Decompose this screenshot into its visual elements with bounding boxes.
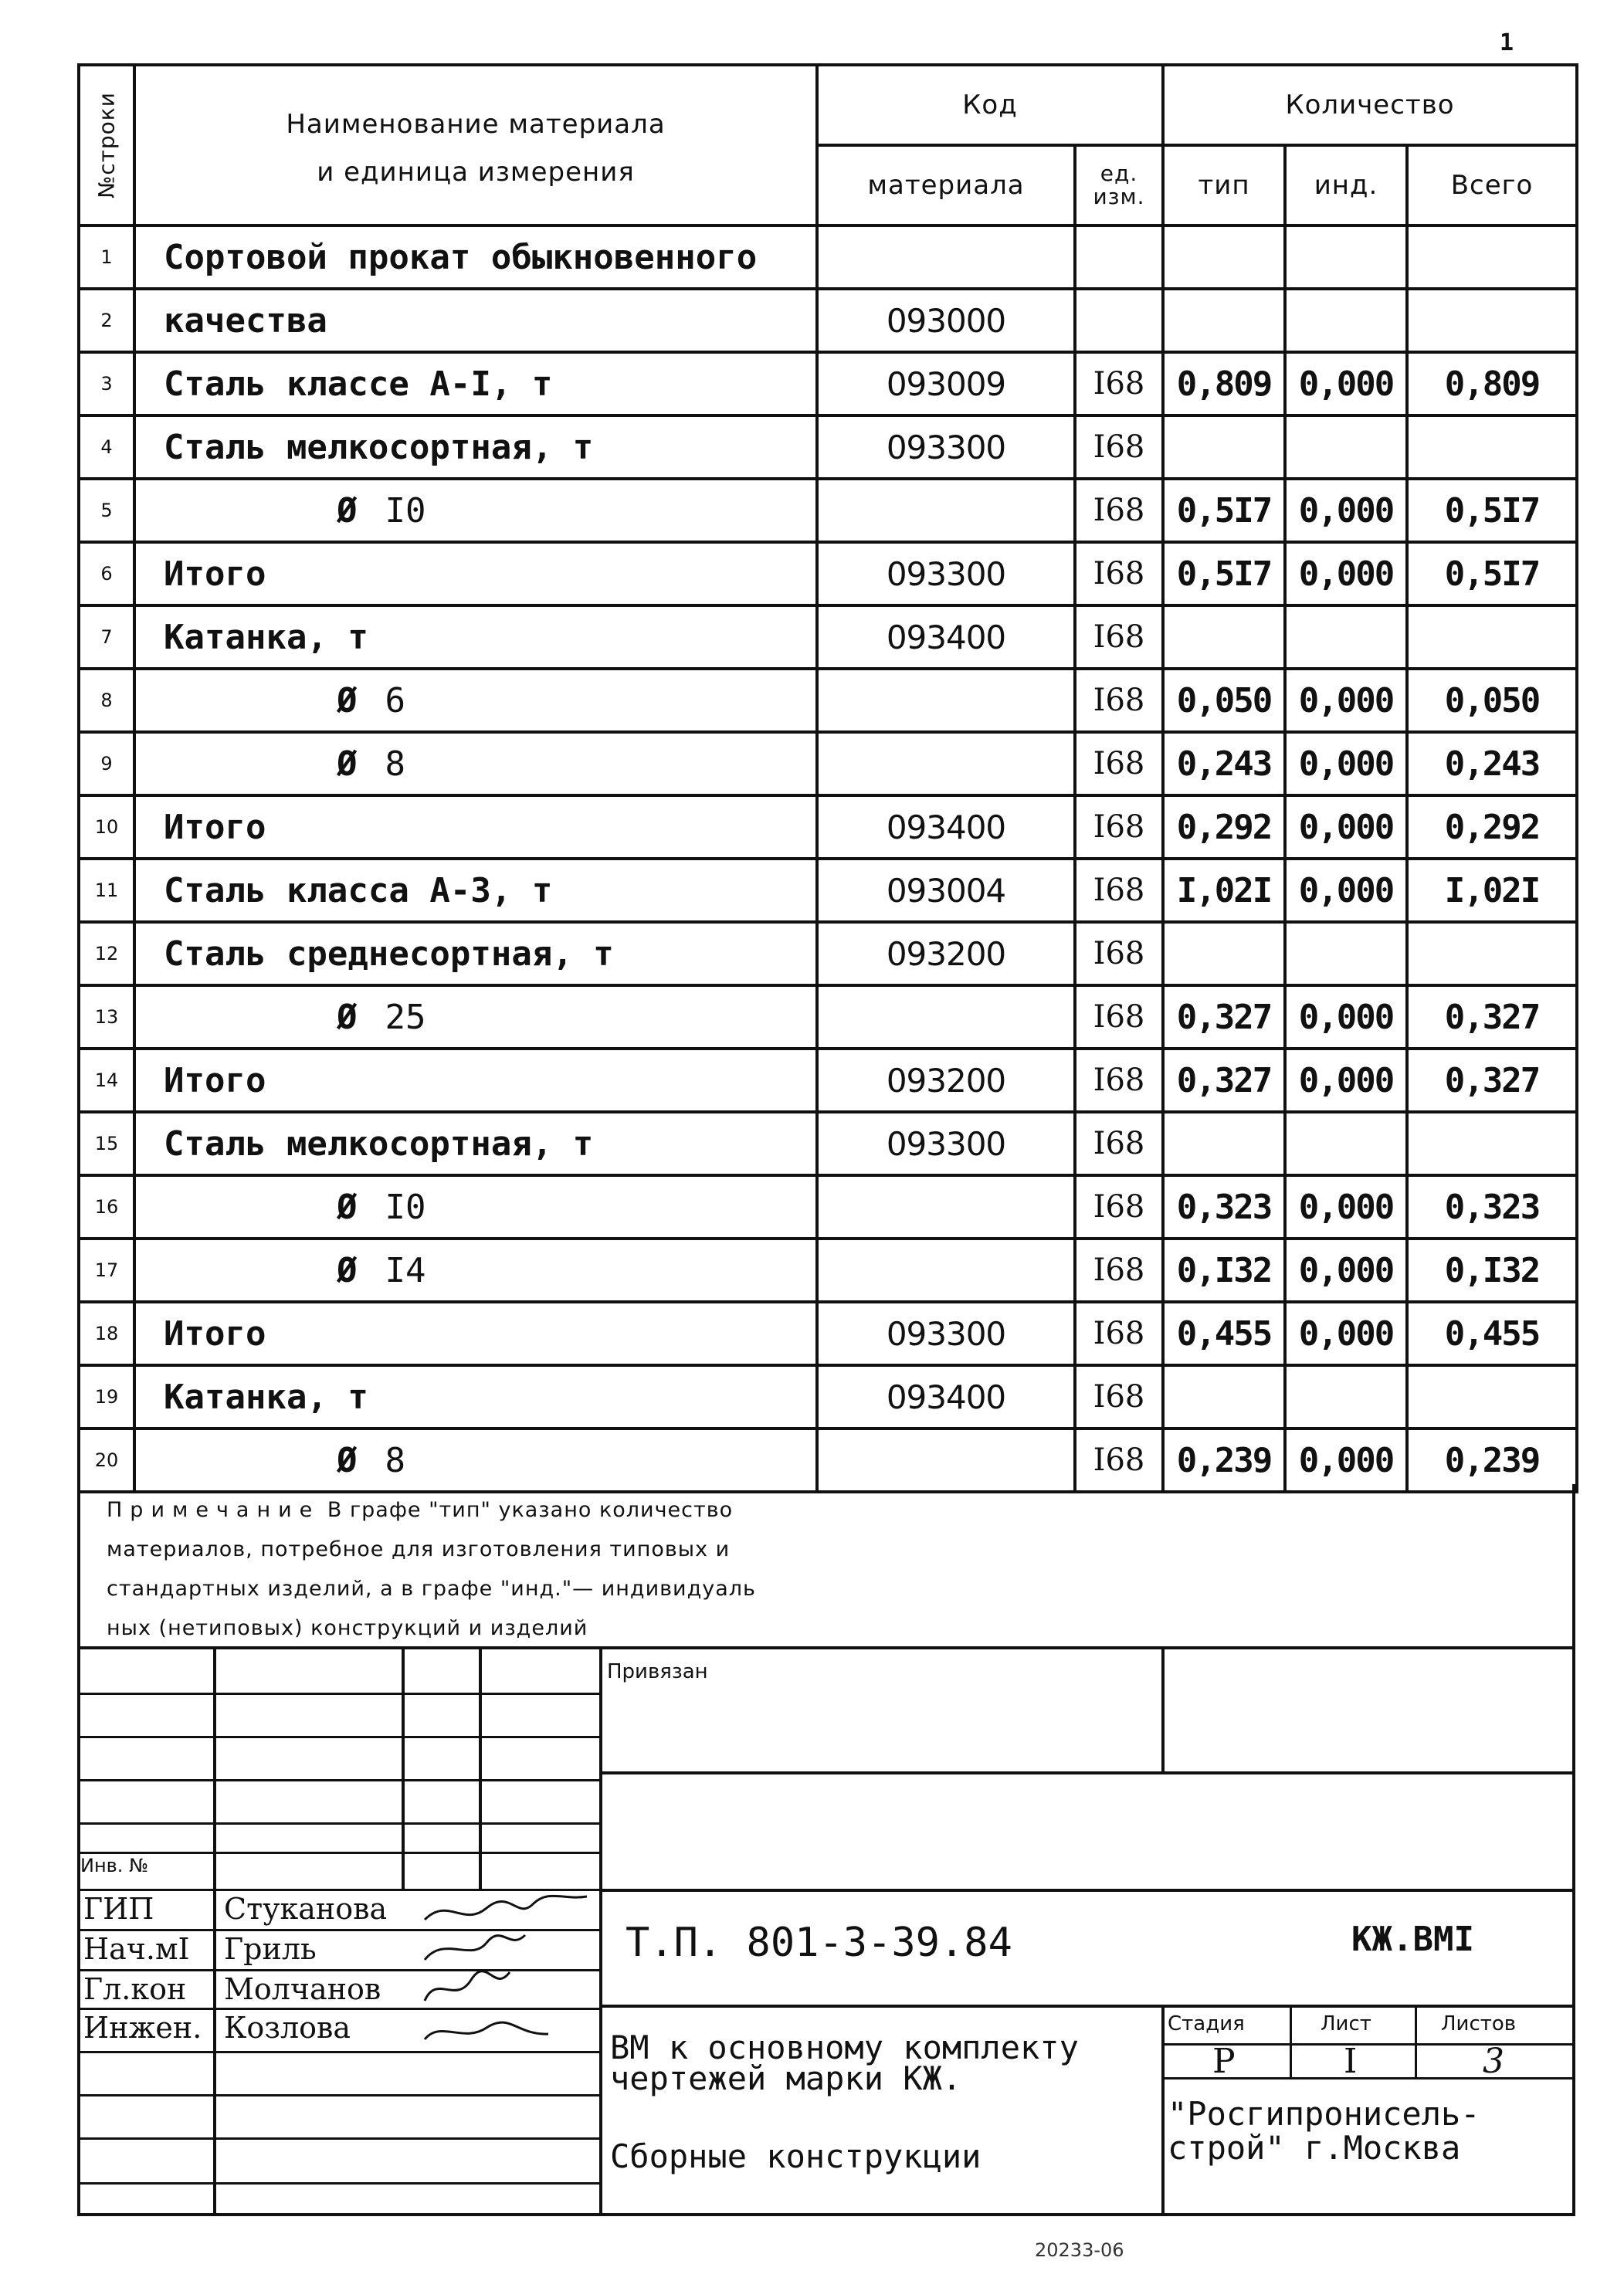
table-row xyxy=(79,1365,1577,1429)
material-name-text: I0 xyxy=(385,1187,426,1227)
drawing-mark: КЖ.ВМI xyxy=(1351,1920,1474,1959)
row-number: 17 xyxy=(79,1239,134,1302)
quantity-type xyxy=(1163,1112,1285,1175)
organization-line-1: "Росгипронисель- xyxy=(1168,2095,1480,2133)
quantity-individual: 0,000 xyxy=(1285,1175,1407,1239)
table-row xyxy=(79,732,1577,795)
material-code xyxy=(817,1175,1075,1239)
quantity-individual: 0,000 xyxy=(1285,1239,1407,1302)
row-number: 9 xyxy=(79,732,134,795)
material-name xyxy=(134,352,817,415)
staff-name-2: Гриль xyxy=(224,1932,317,1966)
row-number: 12 xyxy=(79,922,134,985)
unit-code: I68 xyxy=(1075,542,1163,605)
material-name xyxy=(134,1175,817,1239)
table-row xyxy=(79,225,1577,289)
quantity-individual xyxy=(1285,415,1407,479)
material-code xyxy=(817,1239,1075,1302)
material-code: 093300 xyxy=(817,415,1075,479)
title-block xyxy=(77,1649,1575,2216)
quantity-type: 0,327 xyxy=(1163,1049,1285,1112)
material-name xyxy=(134,605,817,669)
quantity-total: 0,5I7 xyxy=(1407,479,1577,542)
row-number: 5 xyxy=(79,479,134,542)
diameter-symbol: Ø xyxy=(337,680,358,720)
diameter-symbol: Ø xyxy=(337,1440,358,1480)
table-row xyxy=(79,1302,1577,1365)
unit-code: I68 xyxy=(1075,985,1163,1049)
unit-code: I68 xyxy=(1075,1175,1163,1239)
material-code: 093200 xyxy=(817,922,1075,985)
material-code-header: материала xyxy=(817,145,1075,225)
quantity-total xyxy=(1407,415,1577,479)
material-name-text: Сталь среднесортная, т xyxy=(164,934,614,974)
quantity-total xyxy=(1407,1365,1577,1429)
diameter-symbol: Ø xyxy=(337,1250,358,1290)
unit-code: I68 xyxy=(1075,415,1163,479)
quantity-individual xyxy=(1285,1365,1407,1429)
material-code xyxy=(817,732,1075,795)
quantity-individual xyxy=(1285,605,1407,669)
row-number: 16 xyxy=(79,1175,134,1239)
table-row xyxy=(79,289,1577,352)
material-name-text: Итого xyxy=(164,807,266,847)
material-name-text: 8 xyxy=(385,1440,405,1480)
quantity-type: 0,809 xyxy=(1163,352,1285,415)
quantity-type xyxy=(1163,415,1285,479)
material-code: 093009 xyxy=(817,352,1075,415)
material-name xyxy=(134,415,817,479)
quantity-total: 0,239 xyxy=(1407,1429,1577,1492)
material-name-text: 8 xyxy=(385,744,405,784)
staff-role-1: ГИП xyxy=(83,1892,154,1926)
material-name-text: Итого xyxy=(164,1060,266,1100)
quantity-individual: 0,000 xyxy=(1285,1302,1407,1365)
stage-value: Р xyxy=(1212,2042,1236,2081)
materials-table xyxy=(77,63,1578,1493)
bound-label: Привязан xyxy=(607,1660,708,1683)
material-name-text: Сталь класса А-3, т xyxy=(164,870,553,910)
staff-role-2: Нач.мI xyxy=(83,1932,190,1966)
unit-code: I68 xyxy=(1075,795,1163,859)
material-name xyxy=(134,225,817,289)
diameter-symbol: Ø xyxy=(337,490,358,530)
material-name-text: Сталь мелкосортная, т xyxy=(164,1124,594,1164)
material-name-text: Сортовой прокат обыкновенного xyxy=(164,237,758,277)
quantity-type: 0,323 xyxy=(1163,1175,1285,1239)
row-number-header: №строки xyxy=(79,65,134,225)
row-number: 7 xyxy=(79,605,134,669)
quantity-type xyxy=(1163,225,1285,289)
unit-code xyxy=(1075,225,1163,289)
staff-name-3: Молчанов xyxy=(224,1972,381,2006)
quantity-individual xyxy=(1285,1112,1407,1175)
total-header: Всего xyxy=(1407,145,1577,225)
table-row xyxy=(79,922,1577,985)
quantity-total: 0,5I7 xyxy=(1407,542,1577,605)
table-row xyxy=(79,605,1577,669)
row-number: 20 xyxy=(79,1429,134,1492)
unit-code: I68 xyxy=(1075,605,1163,669)
code-header: Код xyxy=(817,65,1163,145)
description-line-2: чертежей марки КЖ. xyxy=(610,2059,962,2097)
unit-code: I68 xyxy=(1075,669,1163,732)
quantity-total: 0,327 xyxy=(1407,985,1577,1049)
material-name-text: Итого xyxy=(164,554,266,594)
quantity-total: I,02I xyxy=(1407,859,1577,922)
quantity-individual: 0,000 xyxy=(1285,732,1407,795)
quantity-total xyxy=(1407,605,1577,669)
type-header: тип xyxy=(1163,145,1285,225)
table-row xyxy=(79,542,1577,605)
unit-header: ед. изм. xyxy=(1075,145,1163,225)
unit-code xyxy=(1075,289,1163,352)
material-name xyxy=(134,922,817,985)
quantity-total xyxy=(1407,922,1577,985)
quantity-total: 0,327 xyxy=(1407,1049,1577,1112)
staff-role-3: Гл.кон xyxy=(83,1972,187,2006)
row-number: 1 xyxy=(79,225,134,289)
row-number: 10 xyxy=(79,795,134,859)
staff-role-4: Инжен. xyxy=(83,2011,202,2045)
quantity-individual xyxy=(1285,289,1407,352)
material-name xyxy=(134,289,817,352)
material-name-text: Итого xyxy=(164,1313,266,1354)
material-name-text: Катанка, т xyxy=(164,1377,368,1417)
quantity-individual: 0,000 xyxy=(1285,669,1407,732)
quantity-type: 0,243 xyxy=(1163,732,1285,795)
unit-code: I68 xyxy=(1075,1365,1163,1429)
diameter-symbol: Ø xyxy=(337,1187,358,1227)
row-number: 14 xyxy=(79,1049,134,1112)
table-row xyxy=(79,859,1577,922)
table-row xyxy=(79,352,1577,415)
material-code: 093400 xyxy=(817,1365,1075,1429)
quantity-type xyxy=(1163,1365,1285,1429)
note-body: В графе "тип" указано количество материалов, потребное для изготовления типовых и стандартных изделий, а в графе "инд."— индивидуаль ных (нетиповых) конструкций и изделий xyxy=(107,1498,756,1640)
material-name-text: Катанка, т xyxy=(164,617,368,657)
note-box xyxy=(77,1484,1575,1649)
quantity-type: 0,327 xyxy=(1163,985,1285,1049)
row-number: 4 xyxy=(79,415,134,479)
table-row xyxy=(79,1049,1577,1112)
material-name xyxy=(134,479,817,542)
quantity-type: 0,5I7 xyxy=(1163,479,1285,542)
sheet-value: I xyxy=(1344,2042,1358,2081)
page-number: 1 xyxy=(1500,29,1514,56)
material-name-text: Сталь мелкосортная, т xyxy=(164,427,594,467)
material-code xyxy=(817,985,1075,1049)
material-code: 093200 xyxy=(817,1049,1075,1112)
material-code: 093300 xyxy=(817,1112,1075,1175)
row-number: 19 xyxy=(79,1365,134,1429)
row-number: 8 xyxy=(79,669,134,732)
quantity-individual xyxy=(1285,922,1407,985)
quantity-individual: 0,000 xyxy=(1285,1429,1407,1492)
quantity-total: 0,292 xyxy=(1407,795,1577,859)
material-code: 093400 xyxy=(817,795,1075,859)
quantity-type: 0,050 xyxy=(1163,669,1285,732)
sheets-label: Листов xyxy=(1441,2012,1517,2035)
row-number: 3 xyxy=(79,352,134,415)
quantity-type xyxy=(1163,922,1285,985)
quantity-total: 0,I32 xyxy=(1407,1239,1577,1302)
material-name-text: 6 xyxy=(385,680,405,720)
material-name-text: I0 xyxy=(385,490,426,530)
quantity-total xyxy=(1407,225,1577,289)
organization-line-2: строй" г.Москва xyxy=(1168,2129,1461,2167)
diameter-symbol: Ø xyxy=(337,744,358,784)
unit-code: I68 xyxy=(1075,479,1163,542)
unit-code: I68 xyxy=(1075,1429,1163,1492)
material-name-text: Сталь классе А-I, т xyxy=(164,364,553,404)
row-number: 13 xyxy=(79,985,134,1049)
bottom-stamp: 20233-06 xyxy=(1035,2239,1124,2261)
quantity-type: 0,455 xyxy=(1163,1302,1285,1365)
table-row xyxy=(79,479,1577,542)
material-code: 093300 xyxy=(817,542,1075,605)
unit-code: I68 xyxy=(1075,922,1163,985)
material-name xyxy=(134,1302,817,1365)
sheet-label: Лист xyxy=(1321,2012,1371,2035)
material-code: 093300 xyxy=(817,1302,1075,1365)
stage-label: Стадия xyxy=(1168,2012,1245,2035)
note-label: Примечание xyxy=(107,1498,320,1522)
project-code: Т.П. 801-3-39.84 xyxy=(626,1920,1012,1966)
unit-code: I68 xyxy=(1075,732,1163,795)
staff-name-4: Козлова xyxy=(224,2011,351,2045)
diameter-symbol: Ø xyxy=(337,997,358,1037)
material-code: 093000 xyxy=(817,289,1075,352)
quantity-header: Количество xyxy=(1163,65,1577,145)
quantity-total xyxy=(1407,289,1577,352)
row-number: 11 xyxy=(79,859,134,922)
quantity-type: 0,I32 xyxy=(1163,1239,1285,1302)
staff-name-1: Стуканова xyxy=(224,1892,388,1926)
quantity-type: 0,5I7 xyxy=(1163,542,1285,605)
quantity-total: 0,323 xyxy=(1407,1175,1577,1239)
description-line-3: Сборные конструкции xyxy=(610,2137,982,2175)
unit-code: I68 xyxy=(1075,1302,1163,1365)
material-name xyxy=(134,669,817,732)
row-number: 6 xyxy=(79,542,134,605)
material-name xyxy=(134,1429,817,1492)
quantity-individual: 0,000 xyxy=(1285,795,1407,859)
unit-code: I68 xyxy=(1075,1049,1163,1112)
material-name xyxy=(134,542,817,605)
material-code: 093400 xyxy=(817,605,1075,669)
quantity-type: 0,239 xyxy=(1163,1429,1285,1492)
unit-code: I68 xyxy=(1075,1112,1163,1175)
quantity-individual: 0,000 xyxy=(1285,479,1407,542)
material-code: 093004 xyxy=(817,859,1075,922)
unit-code: I68 xyxy=(1075,859,1163,922)
quantity-individual: 0,000 xyxy=(1285,542,1407,605)
table-row xyxy=(79,985,1577,1049)
quantity-individual: 0,000 xyxy=(1285,985,1407,1049)
material-name xyxy=(134,1112,817,1175)
inventory-label: Инв. № xyxy=(80,1855,149,1876)
quantity-total: 0,243 xyxy=(1407,732,1577,795)
material-code xyxy=(817,1429,1075,1492)
material-name-header-line2: и единица измерения xyxy=(317,157,635,188)
quantity-total: 0,455 xyxy=(1407,1302,1577,1365)
quantity-type xyxy=(1163,289,1285,352)
table-row xyxy=(79,1175,1577,1239)
table-row xyxy=(79,795,1577,859)
quantity-type: I,02I xyxy=(1163,859,1285,922)
quantity-individual xyxy=(1285,225,1407,289)
material-name xyxy=(134,1365,817,1429)
material-code xyxy=(817,225,1075,289)
material-name xyxy=(134,1239,817,1302)
material-name-text: I4 xyxy=(385,1250,426,1290)
unit-code: I68 xyxy=(1075,1239,1163,1302)
quantity-total xyxy=(1407,1112,1577,1175)
quantity-total: 0,809 xyxy=(1407,352,1577,415)
table-row xyxy=(79,669,1577,732)
material-name xyxy=(134,859,817,922)
signatures xyxy=(402,1889,649,2051)
material-name xyxy=(134,985,817,1049)
quantity-type xyxy=(1163,605,1285,669)
quantity-individual: 0,000 xyxy=(1285,352,1407,415)
material-name xyxy=(134,732,817,795)
quantity-individual: 0,000 xyxy=(1285,859,1407,922)
material-name-header-line1: Наименование материала xyxy=(286,109,666,140)
material-code xyxy=(817,479,1075,542)
quantity-individual: 0,000 xyxy=(1285,1049,1407,1112)
sheets-value: 3 xyxy=(1483,2042,1504,2081)
note-text xyxy=(107,1490,1188,1648)
individual-header: инд. xyxy=(1285,145,1407,225)
description-line-1: ВМ к основному комплекту xyxy=(610,2029,1079,2066)
material-name-text: 25 xyxy=(385,997,426,1037)
row-number: 15 xyxy=(79,1112,134,1175)
material-name xyxy=(134,1049,817,1112)
row-number: 2 xyxy=(79,289,134,352)
unit-code: I68 xyxy=(1075,352,1163,415)
material-name-text: качества xyxy=(164,300,327,341)
table-row xyxy=(79,1239,1577,1302)
table-row xyxy=(79,415,1577,479)
material-name-header xyxy=(134,65,817,225)
material-code xyxy=(817,669,1075,732)
quantity-total: 0,050 xyxy=(1407,669,1577,732)
row-number: 18 xyxy=(79,1302,134,1365)
material-name xyxy=(134,795,817,859)
table-row xyxy=(79,1112,1577,1175)
table-row xyxy=(79,1429,1577,1492)
quantity-type: 0,292 xyxy=(1163,795,1285,859)
